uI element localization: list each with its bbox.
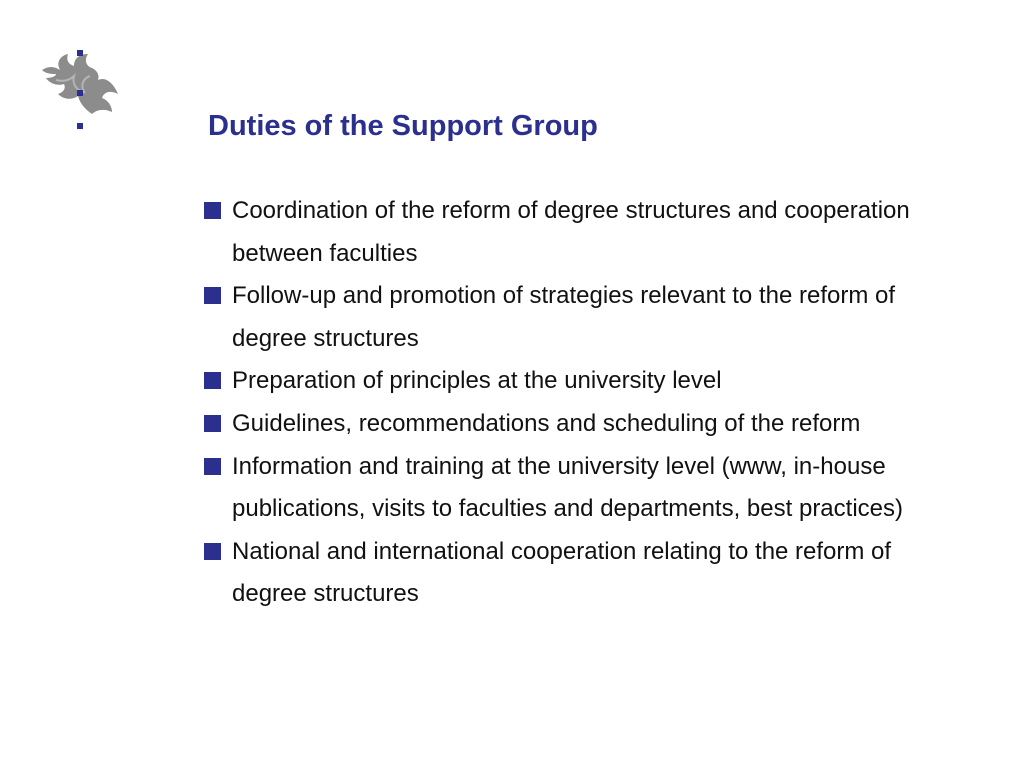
bullet-text: Information and training at the university level (www, in-house publications, visits to faculties and departments, best practices)	[232, 452, 903, 523]
square-bullet-icon	[204, 287, 221, 304]
bullet-text: Coordination of the reform of degree structures and cooperation between faculties	[232, 197, 910, 267]
slide-title: Duties of the Support Group	[208, 110, 598, 142]
bullet-list	[202, 190, 942, 616]
square-bullet-icon	[204, 372, 221, 389]
square-bullet-icon	[204, 543, 221, 560]
square-bullet-icon	[204, 415, 221, 432]
university-flame-logo-icon	[34, 40, 130, 140]
bullet-item	[202, 531, 942, 616]
bullet-item	[202, 446, 942, 531]
bullet-item	[202, 190, 942, 275]
square-bullet-icon	[204, 458, 221, 475]
bullet-item	[202, 403, 942, 446]
bullet-item	[202, 275, 942, 360]
bullet-text: Preparation of principles at the university level	[232, 367, 722, 395]
square-bullet-icon	[204, 202, 221, 219]
bullet-text: Guidelines, recommendations and scheduling of the reform	[232, 409, 861, 437]
bullet-item	[202, 360, 942, 403]
bullet-text: National and international cooperation relating to the reform of degree structures	[232, 537, 892, 608]
bullet-text: Follow-up and promotion of strategies relevant to the reform of degree structures	[232, 282, 895, 352]
